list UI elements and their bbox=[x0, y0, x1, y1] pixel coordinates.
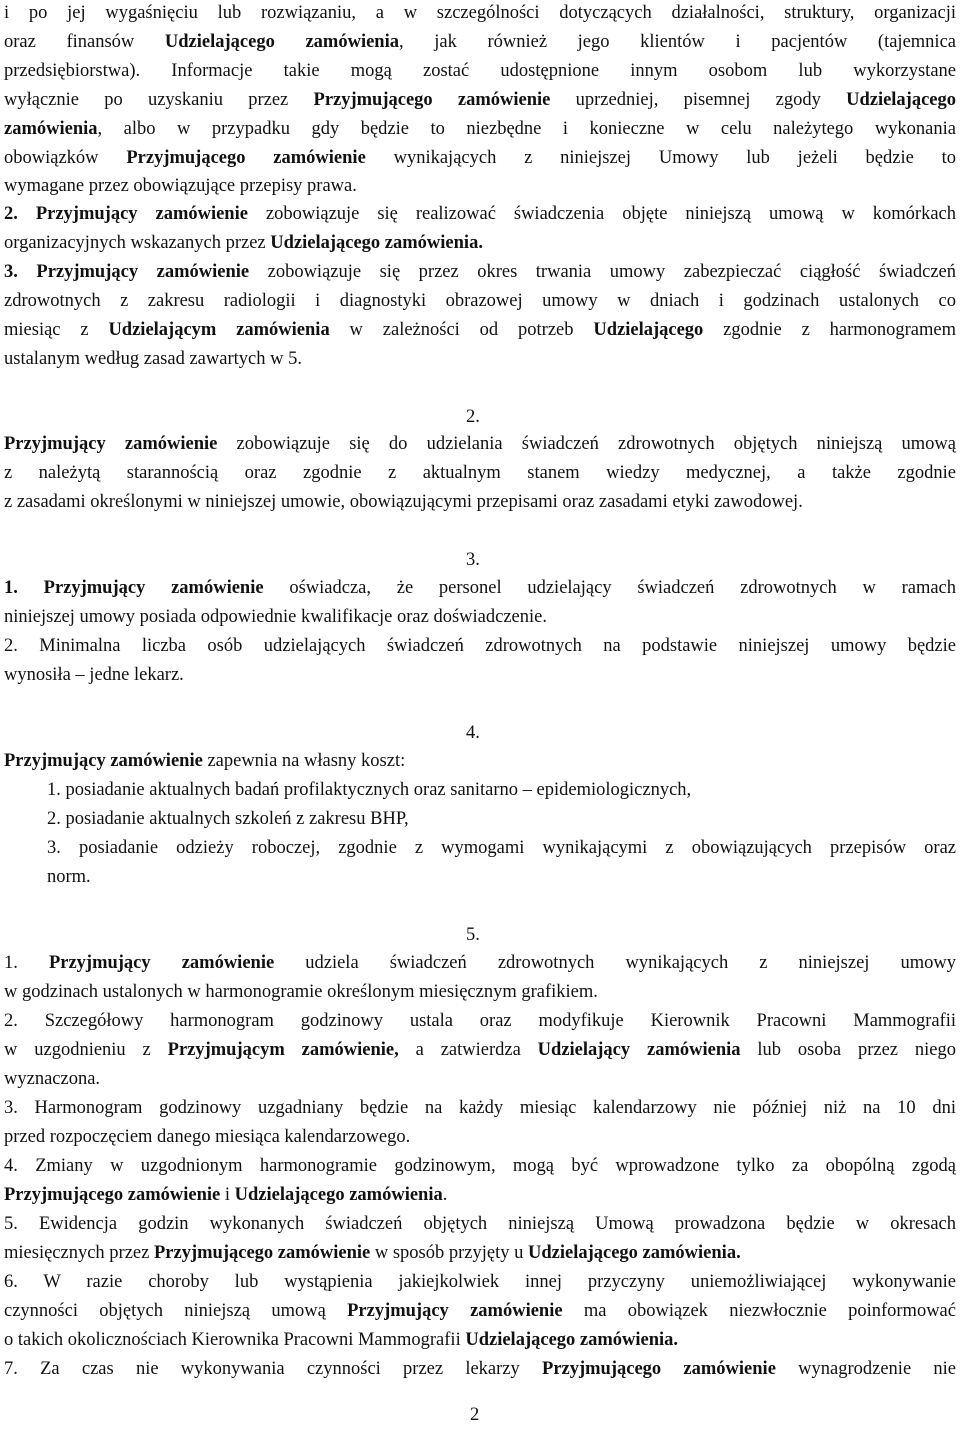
text-line: 4. Zmiany w uzgodnionym harmonogramie godzinowym, mogą być wprowadzone tylko za obopólną zgodą bbox=[4, 1156, 956, 1176]
text-line: 2. Przyjmujący zamówienie zobowiązuje się realizować świadczenia objęte niniejszą umową w komórkach bbox=[4, 204, 956, 224]
list-item: 1. posiadanie aktualnych badań profilaktycznych oraz sanitarno – epidemiologicznych, bbox=[47, 780, 692, 800]
text-line: i po jej wygaśnięciu lub rozwiązaniu, a w szczególności dotyczących działalności, struktury, organizacji bbox=[4, 3, 956, 23]
page-number: 2 bbox=[470, 1405, 480, 1425]
text-line: miesiąc z Udzielającym zamówienia w zależności od potrzeb Udzielającego zgodnie z harmonogramem bbox=[4, 320, 957, 340]
text-line: 7. Za czas nie wykonywania czynności przez lekarzy Przyjmującego zamówienie wynagrodzenie nie bbox=[4, 1359, 957, 1379]
text-line: 3. Przyjmujący zamówienie zobowiązuje się przez okres trwania umowy zabezpieczać ciągłość świadczeń bbox=[4, 262, 957, 282]
text-line: 2. Minimalna liczba osób udzielających świadczeń zdrowotnych na podstawie niniejszej umowy będzie bbox=[4, 636, 956, 656]
section-heading: 3. bbox=[466, 550, 480, 570]
text-line: 1. Przyjmujący zamówienie oświadcza, że personel udzielający świadczeń zdrowotnych w ramach bbox=[4, 578, 957, 598]
text-line: w uzgodnieniu z Przyjmującym zamówienie, a zatwierdza Udzielający zamówienia lub osoba przez niego bbox=[4, 1040, 956, 1060]
section-heading: 4. bbox=[466, 723, 480, 743]
text-line: z należytą starannością oraz zgodnie z aktualnym stanem wiedzy medycznej, a także zgodnie bbox=[4, 463, 956, 483]
text-line: 3. Harmonogram godzinowy uzgadniany będzie na każdy miesiąc kalendarzowy nie później niż na 10 dni bbox=[4, 1098, 956, 1118]
text-line: o takich okolicznościach Kierownika Pracowni Mammografii Udzielającego zamówienia. bbox=[4, 1330, 679, 1350]
text-line: wyłącznie po uzyskaniu przez Przyjmującego zamówienie uprzedniej, pisemnej zgody Udzielającego bbox=[4, 90, 957, 110]
text-line: miesięcznych przez Przyjmującego zamówienie w sposób przyjęty u Udzielającego zamówienia. bbox=[4, 1243, 741, 1263]
text-line: oraz finansów Udzielającego zamówienia, jak również jego klientów i pacjentów (tajemnica bbox=[4, 32, 956, 52]
text-line: 5. Ewidencja godzin wykonanych świadczeń objętych niniejszą Umową prowadzona będzie w okresach bbox=[4, 1214, 956, 1234]
text-line: Przyjmujący zamówienie zapewnia na własny koszt: bbox=[4, 751, 406, 771]
text-line: w godzinach ustalonych w harmonogramie określonym miesięcznym grafikiem. bbox=[4, 982, 598, 1002]
text-line: niniejszej umowy posiada odpowiednie kwalifikacje oraz doświadczenie. bbox=[4, 607, 547, 627]
text-line: obowiązków Przyjmującego zamówienie wynikających z niniejszej Umowy lub jeżeli będzie to bbox=[4, 148, 957, 168]
text-line: 6. W razie choroby lub wystąpienia jakiejkolwiek innej przyczyny uniemożliwiającej wykonywanie bbox=[4, 1272, 956, 1292]
text-line: 1. Przyjmujący zamówienie udziela świadczeń zdrowotnych wynikających z niniejszej umowy bbox=[4, 953, 956, 973]
text-line: przedsiębiorstwa). Informacje takie mogą zostać udostępnione innym osobom lub wykorzystane bbox=[4, 61, 956, 81]
text-line: organizacyjnych wskazanych przez Udzielającego zamówienia. bbox=[4, 233, 483, 253]
text-line: wymagane przez obowiązujące przepisy prawa. bbox=[4, 176, 357, 196]
text-line: wyznaczona. bbox=[4, 1069, 101, 1089]
text-line: zdrowotnych z zakresu radiologii i diagnostyki obrazowej umowy w dniach i godzinach ustalonych co bbox=[4, 291, 956, 311]
text-line: ustalanym według zasad zawartych w 5. bbox=[4, 349, 302, 369]
text-line: zamówienia, albo w przypadku gdy będzie to niezbędne i konieczne w celu należytego wykonania bbox=[4, 119, 956, 139]
list-item: norm. bbox=[47, 867, 91, 887]
text-line: przed rozpoczęciem danego miesiąca kalendarzowego. bbox=[4, 1127, 411, 1147]
list-item: 3. posiadanie odzieży roboczej, zgodnie z wymogami wynikającymi z obowiązujących przepisów oraz bbox=[47, 838, 956, 858]
text-line: Przyjmujący zamówienie zobowiązuje się do udzielania świadczeń zdrowotnych objętych niniejszą umową bbox=[4, 434, 956, 454]
text-line: 2. Szczegółowy harmonogram godzinowy ustala oraz modyfikuje Kierownik Pracowni Mammografii bbox=[4, 1011, 956, 1031]
text-line: z zasadami określonymi w niniejszej umowie, obowiązującymi przepisami oraz zasadami etyki zawodowej. bbox=[4, 492, 803, 512]
section-heading: 5. bbox=[466, 925, 480, 945]
list-item: 2. posiadanie aktualnych szkoleń z zakresu BHP, bbox=[47, 809, 409, 829]
section-heading: 2. bbox=[466, 407, 480, 427]
text-line: Przyjmującego zamówienie i Udzielającego zamówienia. bbox=[4, 1185, 448, 1205]
text-line: wynosiła – jedne lekarz. bbox=[4, 665, 184, 685]
text-line: czynności objętych niniejszą umową Przyjmujący zamówienie ma obowiązek niezwłocznie poinformować bbox=[4, 1301, 956, 1321]
